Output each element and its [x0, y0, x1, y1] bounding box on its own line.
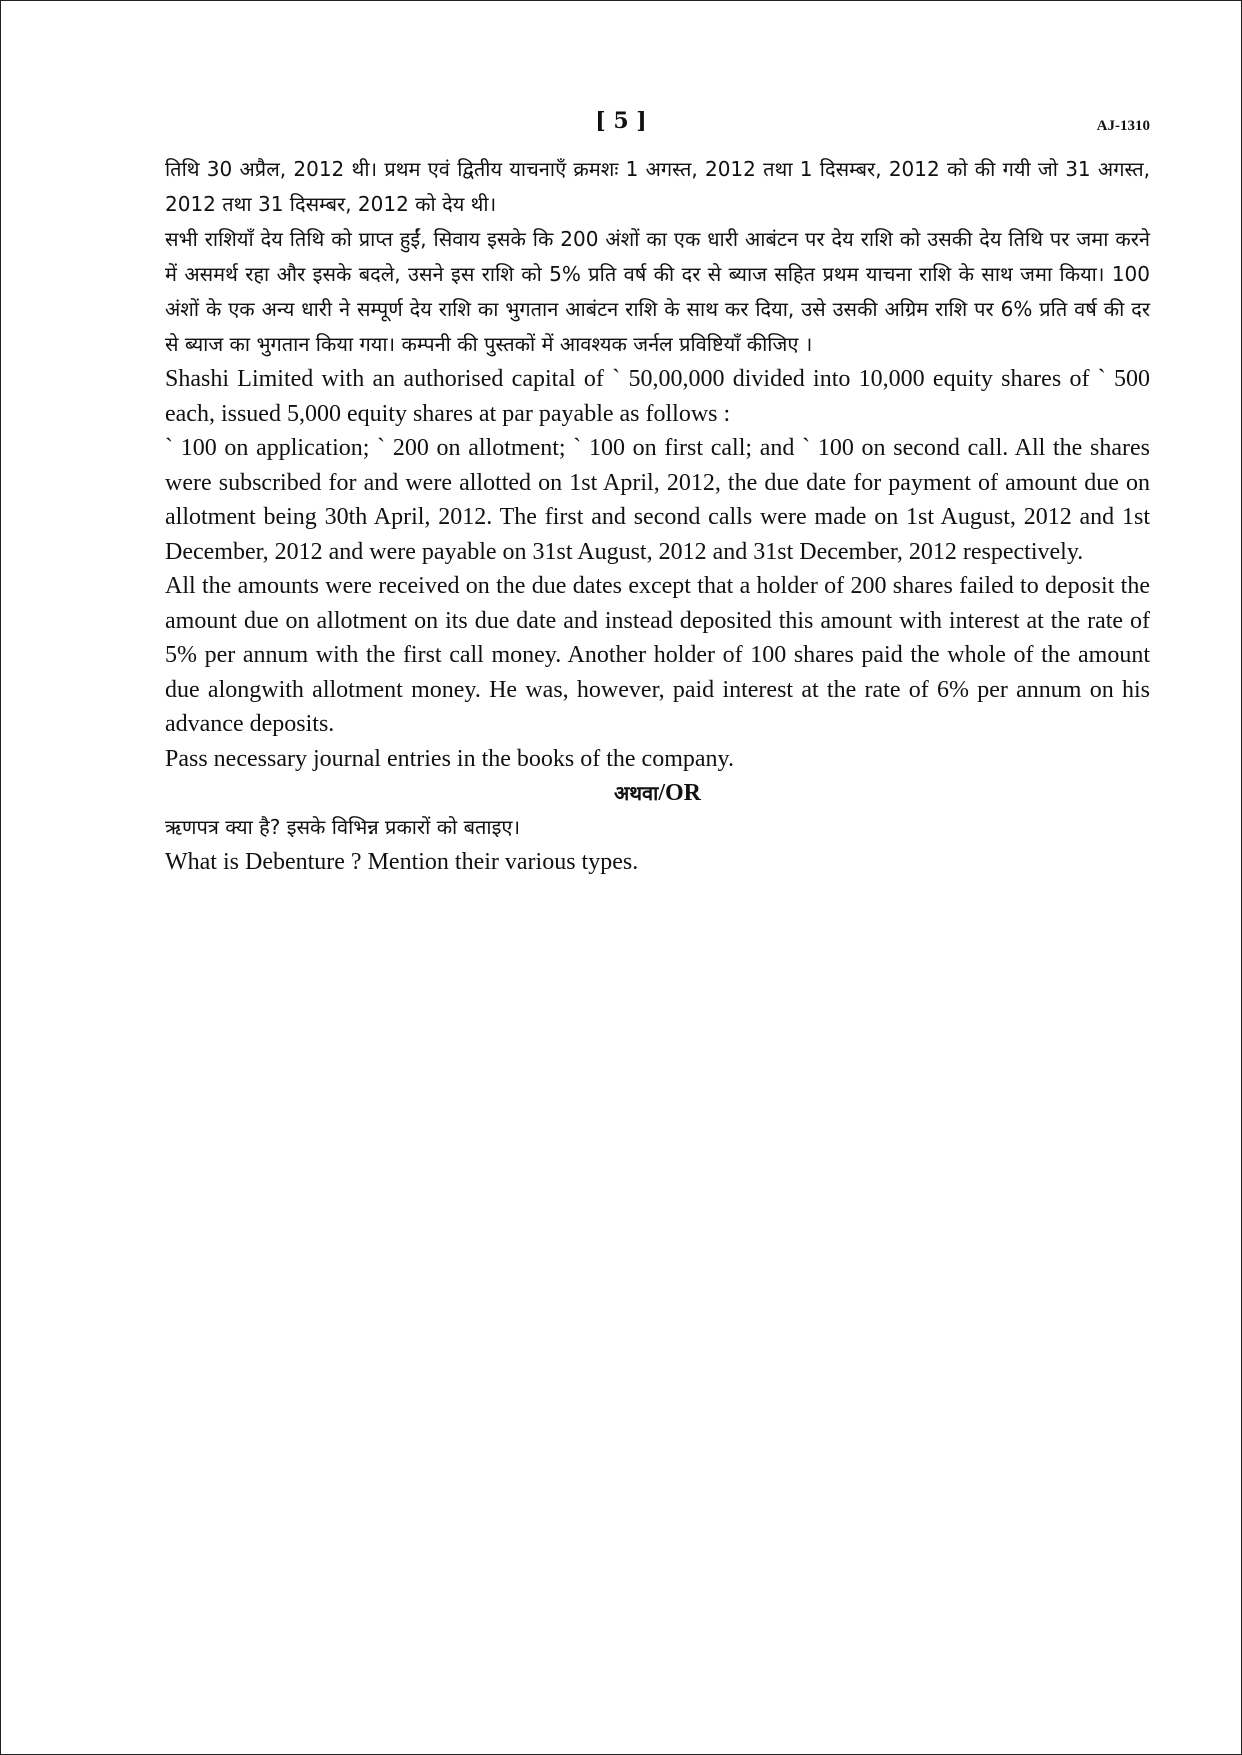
or-separator	[165, 776, 1150, 810]
alternate-question-hindi: ऋणपत्र क्या है? इसके विभिन्न प्रकारों को बताइए।	[165, 815, 521, 839]
english-paragraph-2: ` 100 on application; ` 200 on allotment; ` 100 on first call; and ` 100 on second call. All the shares were subscribed for and were allotted on 1st April, 2012, the due date for payment of amount due on allotment being 30th April, 2012. The first and second calls were made on 1st August, 2012 and 1st December, 2012 and were payable on 31st August, 2012 and 31st December, 2012 respectively.	[165, 435, 1150, 565]
hindi-paragraph-2: सभी राशियाँ देय तिथि को प्राप्त हुईं, सिवाय इसके कि 200 अंशों का एक धारी आबंटन पर देय राशि को उसकी देय तिथि पर जमा करने में असमर्थ रहा और इसके बदले, उसने इस राशि को 5% प्रति वर्ष की दर से ब्याज सहित प्रथम याचना राशि के साथ जमा किया। 100 अंशों के एक अन्य धारी ने सम्पूर्ण देय राशि का भुगतान आबंटन राशि के साथ कर दिया, उसे उसकी अग्रिम राशि पर 6% प्रति वर्ष की दर से ब्याज का भुगतान किया गया। कम्पनी की पुस्तकों में आवश्यक जर्नल प्रविष्टियाँ कीजिए ।	[165, 227, 1150, 356]
question-body	[165, 152, 1150, 880]
english-paragraph-4: Pass necessary journal entries in the books of the company.	[165, 745, 734, 772]
or-separator-slash: /	[658, 780, 666, 806]
alternate-question-english: What is Debenture ? Mention their various types.	[165, 849, 639, 875]
english-paragraph-1: Shashi Limited with an authorised capital of ` 50,00,000 divided into 10,000 equity shares of ` 500 each, issued 5,000 equity shares at par payable as follows :	[165, 366, 1150, 427]
or-separator-english: OR	[665, 780, 702, 806]
english-paragraph-3: All the amounts were received on the due dates except that a holder of 200 shares failed to deposit the amount due on allotment on its due date and instead deposited this amount with interest at the rate of 5% per annum with the first call money. Another holder of 100 shares paid the whole of the amount due alongwith allotment money. He was, however, paid interest at the rate of 6% per annum on his advance deposits.	[165, 573, 1150, 737]
paper-code: AJ-1310	[1096, 118, 1150, 134]
or-separator-hindi: अथवा	[613, 781, 659, 805]
page-number: [ 5 ]	[595, 108, 647, 134]
hindi-paragraph-1: तिथि 30 अप्रैल, 2012 थी। प्रथम एवं द्वितीय याचनाएँ क्रमशः 1 अगस्त, 2012 तथा 1 दिसम्बर, 2012 को की गयी जो 31 अगस्त, 2012 तथा 31 दिसम्बर, 2012 को देय थी।	[165, 157, 1150, 216]
